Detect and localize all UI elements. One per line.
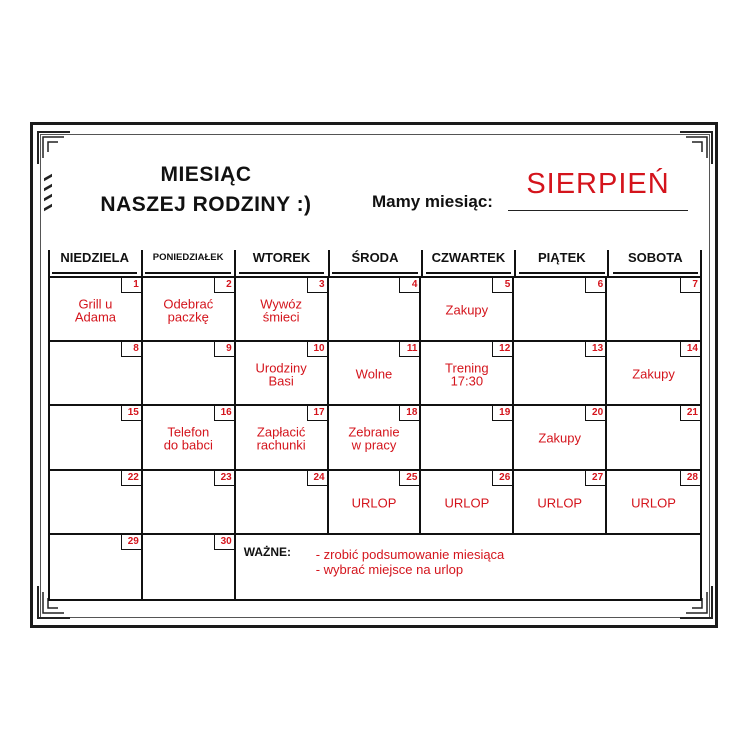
day-cell [421, 342, 514, 406]
day-note: URLOP [444, 494, 490, 510]
day-cell [50, 342, 143, 406]
day-number: 6 [585, 278, 605, 293]
day-note: URLOP [537, 494, 583, 510]
day-number: 9 [214, 342, 234, 357]
header-separator [514, 250, 516, 276]
day-cell [607, 278, 700, 342]
day-note: Urodziny Basi [255, 360, 307, 389]
header-separator [234, 250, 236, 276]
title-line-1: MIESIĄC [160, 163, 252, 186]
day-cell [514, 342, 607, 406]
day-note: Zakupy [445, 302, 489, 318]
day-header-tuesday: WTOREK [235, 246, 328, 276]
day-number: 20 [585, 406, 605, 421]
day-cell [236, 471, 329, 535]
day-number: 7 [680, 278, 700, 293]
day-cell [514, 278, 607, 342]
day-number: 11 [399, 342, 419, 357]
day-number: 19 [492, 406, 512, 421]
month-underline [508, 210, 688, 211]
day-cell [329, 342, 422, 406]
day-header-sunday: NIEDZIELA [48, 246, 141, 276]
header-separator [607, 250, 609, 276]
day-note: Wywóz śmieci [260, 296, 303, 325]
header-separator [141, 250, 143, 276]
day-header-friday: PIĄTEK [515, 246, 608, 276]
day-header-thursday: CZWARTEK [422, 246, 515, 276]
corner-ornament-top-left [34, 128, 74, 168]
weekday-headers [48, 246, 702, 276]
day-number: 21 [680, 406, 700, 421]
day-note: Grill u Adama [74, 296, 117, 325]
day-note: Trening 17:30 [445, 360, 489, 389]
header-separator [421, 250, 423, 276]
day-number: 8 [121, 342, 141, 357]
day-number: 18 [399, 406, 419, 421]
calendar-title [76, 160, 336, 220]
month-value: SIERPIEŃ [526, 168, 670, 200]
day-number: 4 [399, 278, 419, 293]
day-note: Telefon do babci [163, 425, 213, 454]
day-cell [50, 471, 143, 535]
day-header-wednesday: ŚRODA [328, 246, 421, 276]
important-list [316, 547, 505, 577]
title-line-2: NASZEJ RODZINY :) [100, 193, 312, 216]
header-separator [48, 250, 50, 276]
day-number: 24 [307, 471, 327, 486]
day-cell [607, 342, 700, 406]
day-cell [143, 535, 236, 599]
day-header-saturday: SOBOTA [609, 246, 702, 276]
day-cell [143, 278, 236, 342]
day-number: 28 [680, 471, 700, 486]
day-cell [329, 278, 422, 342]
day-note: URLOP [631, 494, 676, 510]
day-number: 25 [399, 471, 419, 486]
day-number: 30 [214, 535, 234, 550]
day-cell [50, 406, 143, 470]
month-label: Mamy miesiąc: [372, 192, 493, 211]
day-cell [236, 342, 329, 406]
day-number: 13 [585, 342, 605, 357]
day-cell [329, 406, 422, 470]
day-cell [236, 278, 329, 342]
important-item: - zrobić podsumowanie miesiąca [315, 546, 505, 562]
day-number: 12 [492, 342, 512, 357]
day-number: 1 [121, 278, 141, 293]
day-number: 22 [121, 471, 141, 486]
day-cell [143, 342, 236, 406]
day-cell [607, 406, 700, 470]
calendar-grid [48, 276, 702, 601]
day-number: 2 [214, 278, 234, 293]
day-cell [421, 278, 514, 342]
day-number: 26 [492, 471, 512, 486]
day-number: 17 [307, 406, 327, 421]
day-number: 15 [121, 406, 141, 421]
day-number: 23 [214, 471, 234, 486]
day-cell [329, 471, 422, 535]
header-separator [328, 250, 330, 276]
day-number: 3 [307, 278, 327, 293]
important-label: WAŻNE: [243, 544, 292, 559]
important-notes-box [236, 535, 700, 599]
day-cell [421, 406, 514, 470]
day-cell [607, 471, 700, 535]
day-cell [514, 406, 607, 470]
day-cell [421, 471, 514, 535]
decorative-stripes [44, 176, 52, 222]
day-note: Zakupy [632, 366, 675, 382]
day-note: Zebranie w pracy [348, 425, 400, 454]
day-cell [143, 471, 236, 535]
day-number: 14 [680, 342, 700, 357]
day-cell [143, 406, 236, 470]
day-cell [514, 471, 607, 535]
day-cell [236, 406, 329, 470]
day-number: 29 [121, 535, 141, 550]
corner-ornament-top-right [676, 128, 716, 168]
day-number: 27 [585, 471, 605, 486]
day-note: Zapłacić rachunki [256, 425, 306, 454]
day-note: Odebrać paczkę [163, 296, 214, 325]
day-number: 10 [307, 342, 327, 357]
day-note: Wolne [355, 366, 393, 382]
day-cell [50, 535, 143, 599]
day-header-monday: PONIEDZIAŁEK [141, 246, 234, 276]
day-cell [50, 278, 143, 342]
day-number: 5 [492, 278, 512, 293]
important-item: - wybrać miejsce na urlop [315, 561, 464, 577]
day-note: Zakupy [538, 430, 582, 446]
day-note: URLOP [351, 494, 397, 510]
day-number: 16 [214, 406, 234, 421]
header-separator [700, 250, 702, 276]
